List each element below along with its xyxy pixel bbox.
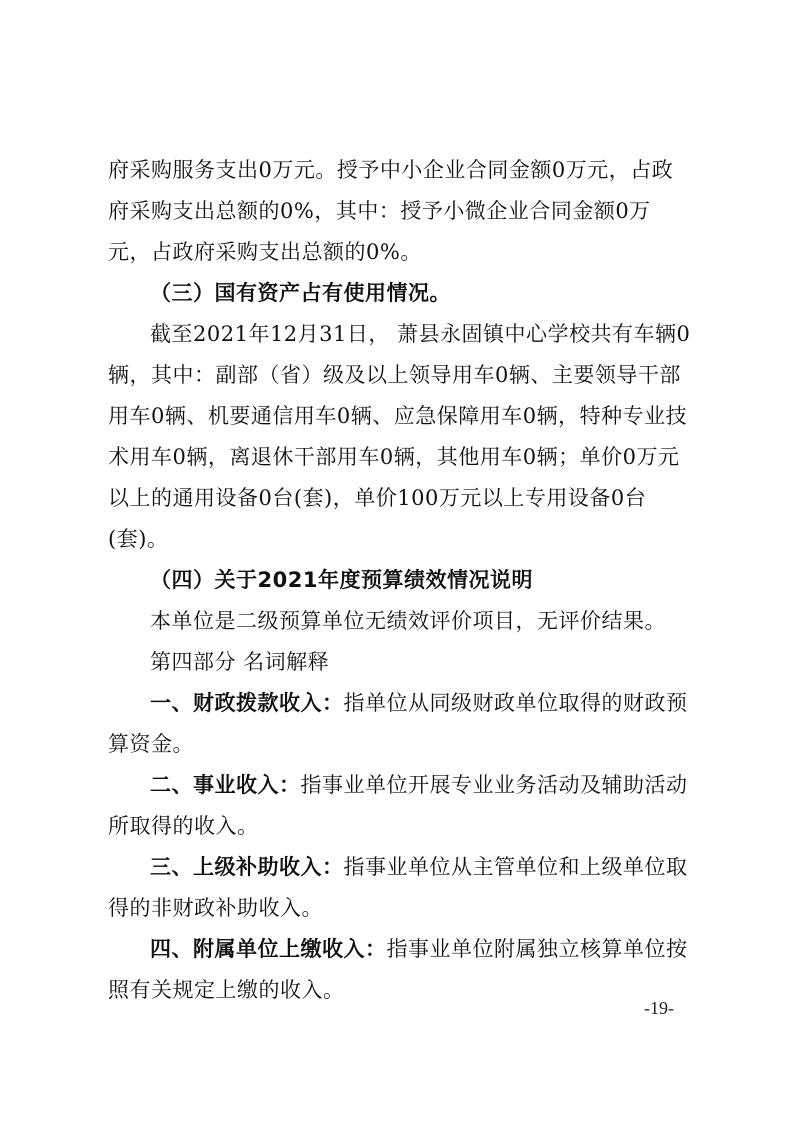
term-item xyxy=(108,683,693,765)
term-definition: 指事业单位附属独立核算单位按照有关规定上缴的收入。 xyxy=(108,937,688,1002)
term-item xyxy=(108,765,693,847)
term-label: 二、事业收入： xyxy=(150,773,301,797)
term-label: 一、财政拨款收入： xyxy=(150,691,344,715)
paragraph-performance: 本单位是二级预算单位无绩效评价项目，无评价结果。 xyxy=(150,609,666,633)
paragraph-procurement: 府采购服务支出0万元。授予中小企业合同金额0万元，占政府采购支出总额的0%，其中：授予小微企业合同金额0万元，占政府采购支出总额的0%。 xyxy=(108,158,674,264)
term-label: 四、附属单位上缴收入： xyxy=(150,937,387,961)
heading-performance: （四）关于2021年度预算绩效情况说明 xyxy=(150,568,533,592)
body-text xyxy=(108,150,693,1011)
term-definition: 指事业单位开展专业业务活动及辅助活动所取得的收入。 xyxy=(108,773,688,838)
term-definition: 指事业单位从主管单位和上级单位取得的非财政补助收入。 xyxy=(108,855,688,920)
paragraph-vehicles: 截至2021年12月31日， 萧县永固镇中心学校共有车辆0辆，其中：副部（省）级及以上领导用车0辆、主要领导干部用车0辆、机要通信用车0辆、应急保障用车0辆，特种专业技术用车0辆，离退休干部用车0辆，其他用车0辆；单价0万元以上的通用设备0台(套)，单价100万元以上专用设备0台(套)。 xyxy=(108,322,691,551)
term-item xyxy=(108,847,693,929)
heading-part-four: 第四部分 名词解释 xyxy=(150,650,330,674)
heading-state-assets: （三）国有资产占有使用情况。 xyxy=(150,281,451,305)
term-item xyxy=(108,929,693,1011)
term-definition: 指单位从同级财政单位取得的财政预算资金。 xyxy=(108,691,688,756)
term-label: 三、上级补助收入： xyxy=(150,855,344,879)
page-number: -19- xyxy=(644,998,674,1018)
